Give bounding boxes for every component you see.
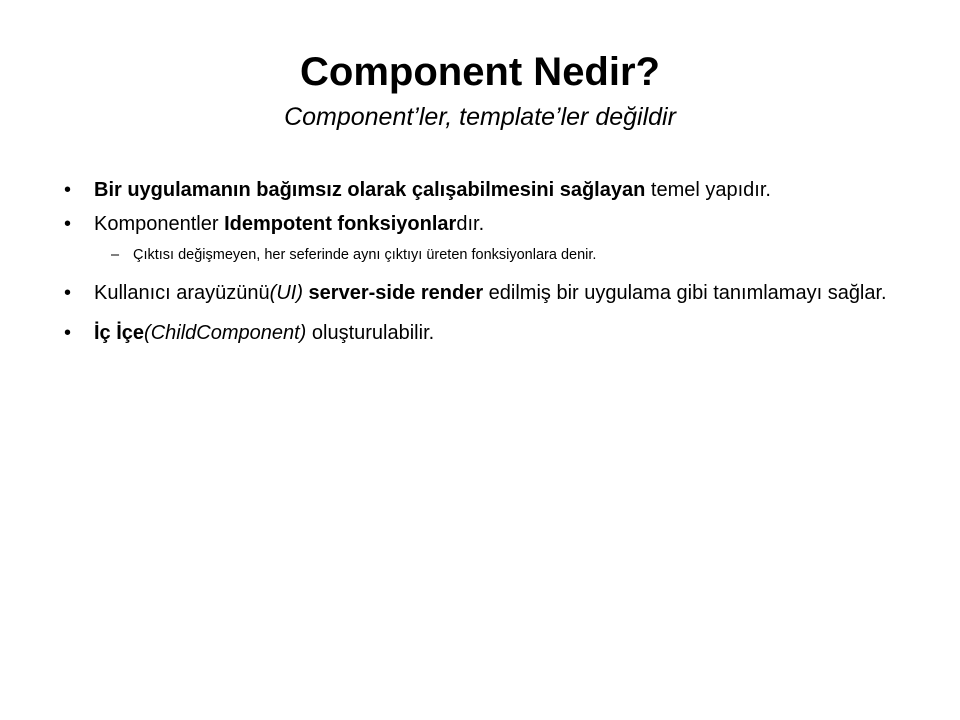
item-italic-text: (UI) <box>269 282 303 304</box>
item-text: edilmiş bir uygulama gibi tanımlamayı sağlar. <box>483 282 887 304</box>
item-bold-text: server-side render <box>303 282 484 304</box>
item-italic-text: (ChildComponent) <box>144 322 307 344</box>
item-bold-text: Bir uygulamanın bağımsız olarak çalışabilmesini sağlayan <box>94 179 646 201</box>
item-bold-text: Idempotent fonksiyonlar <box>224 213 457 235</box>
slide-title: Component Nedir? <box>300 50 660 94</box>
list-item <box>64 318 904 348</box>
list-item <box>64 175 904 205</box>
item-text: Kullanıcı arayüzünü <box>94 282 270 304</box>
dash-icon: – <box>111 247 120 263</box>
slide-subtitle: Component’ler, template’ler değildir <box>284 103 676 131</box>
item-text: Komponentler <box>94 213 225 235</box>
sub-item-text: Çıktısı değişmeyen, her seferinde aynı çıktıyı üreten fonksiyonlara denir. <box>133 247 597 263</box>
item-text: temel yapıdır. <box>645 179 771 201</box>
item-text: oluşturulabilir. <box>306 322 435 344</box>
sub-list-item <box>64 244 904 266</box>
list-item <box>64 209 904 239</box>
bullet-icon: • <box>64 322 72 344</box>
bullet-list <box>64 168 904 348</box>
bullet-icon: • <box>64 282 72 304</box>
item-bold-text: İç İçe <box>94 322 145 344</box>
item-text: dır. <box>456 213 485 235</box>
list-item <box>64 278 904 308</box>
bullet-icon: • <box>64 213 72 235</box>
bullet-icon: • <box>64 179 72 201</box>
title-block <box>48 44 912 134</box>
